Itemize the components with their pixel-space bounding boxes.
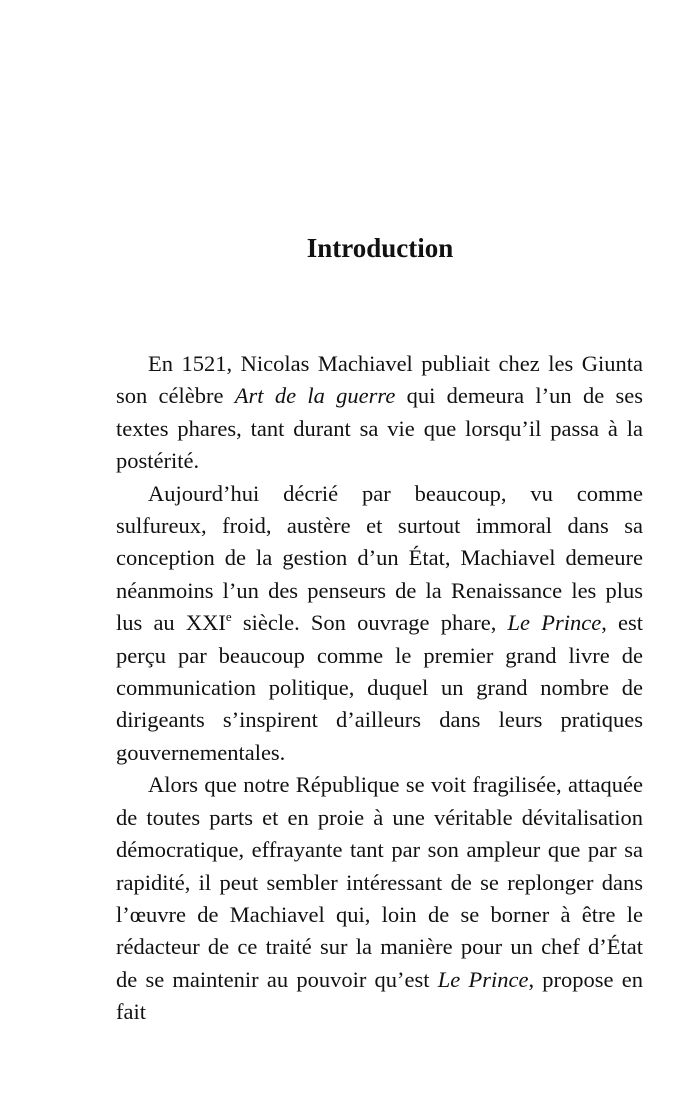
- book-title-art-de-la-guerre: Art de la guerre: [234, 383, 396, 409]
- paragraph-1-text-2: qui demeura l’un de ses textes phares, tant durant sa vie que lorsqu’il passa à la postérité.: [116, 383, 643, 474]
- paragraph-3-text-2: , propose en fait: [116, 966, 643, 1025]
- paragraph-3-text-1: Alors que notre République se voit fragilisée, attaquée de toutes parts et en proie à une véritable dévitalisation démocratique, effrayante tant par son ampleur que par sa rapidité, il peut sembler intéressant de se replonger dans l’œuvre de Machiavel qui, loin de se borner à être le rédacteur de ce traité sur la manière pour un chef d’État de se maintenir au pouvoir qu’est: [116, 772, 643, 992]
- body-text: [116, 348, 643, 1029]
- book-title-le-prince: Le Prince: [507, 610, 602, 636]
- paragraph-2-text-3: , est perçu par beaucoup comme le premier grand livre de communication politique, duquel un grand nombre de dirigeants s’inspirent d’ailleurs dans leurs pratiques gouvernementales.: [116, 610, 644, 765]
- century-superscript: e: [225, 609, 232, 625]
- paragraph-3: [116, 769, 643, 1028]
- paragraph-2-text-2: siècle. Son ouvrage phare,: [231, 610, 508, 636]
- paragraph-2-text-1: Aujourd’hui décrié par beaucoup, vu comme sulfureux, froid, austère et surtout immoral dans sa conception de la gestion d’un État, Machiavel demeure néanmoins l’un des penseurs de la Renaissance les plus lus au XXI: [116, 480, 643, 636]
- paragraph-1: [116, 348, 643, 478]
- chapter-title: Introduction: [306, 233, 454, 263]
- paragraph-2: [116, 478, 643, 770]
- paragraph-1-text-1: En 1521, Nicolas Machiavel publiait chez les Giunta son célèbre: [116, 351, 643, 409]
- book-title-le-prince: Le Prince: [437, 966, 529, 992]
